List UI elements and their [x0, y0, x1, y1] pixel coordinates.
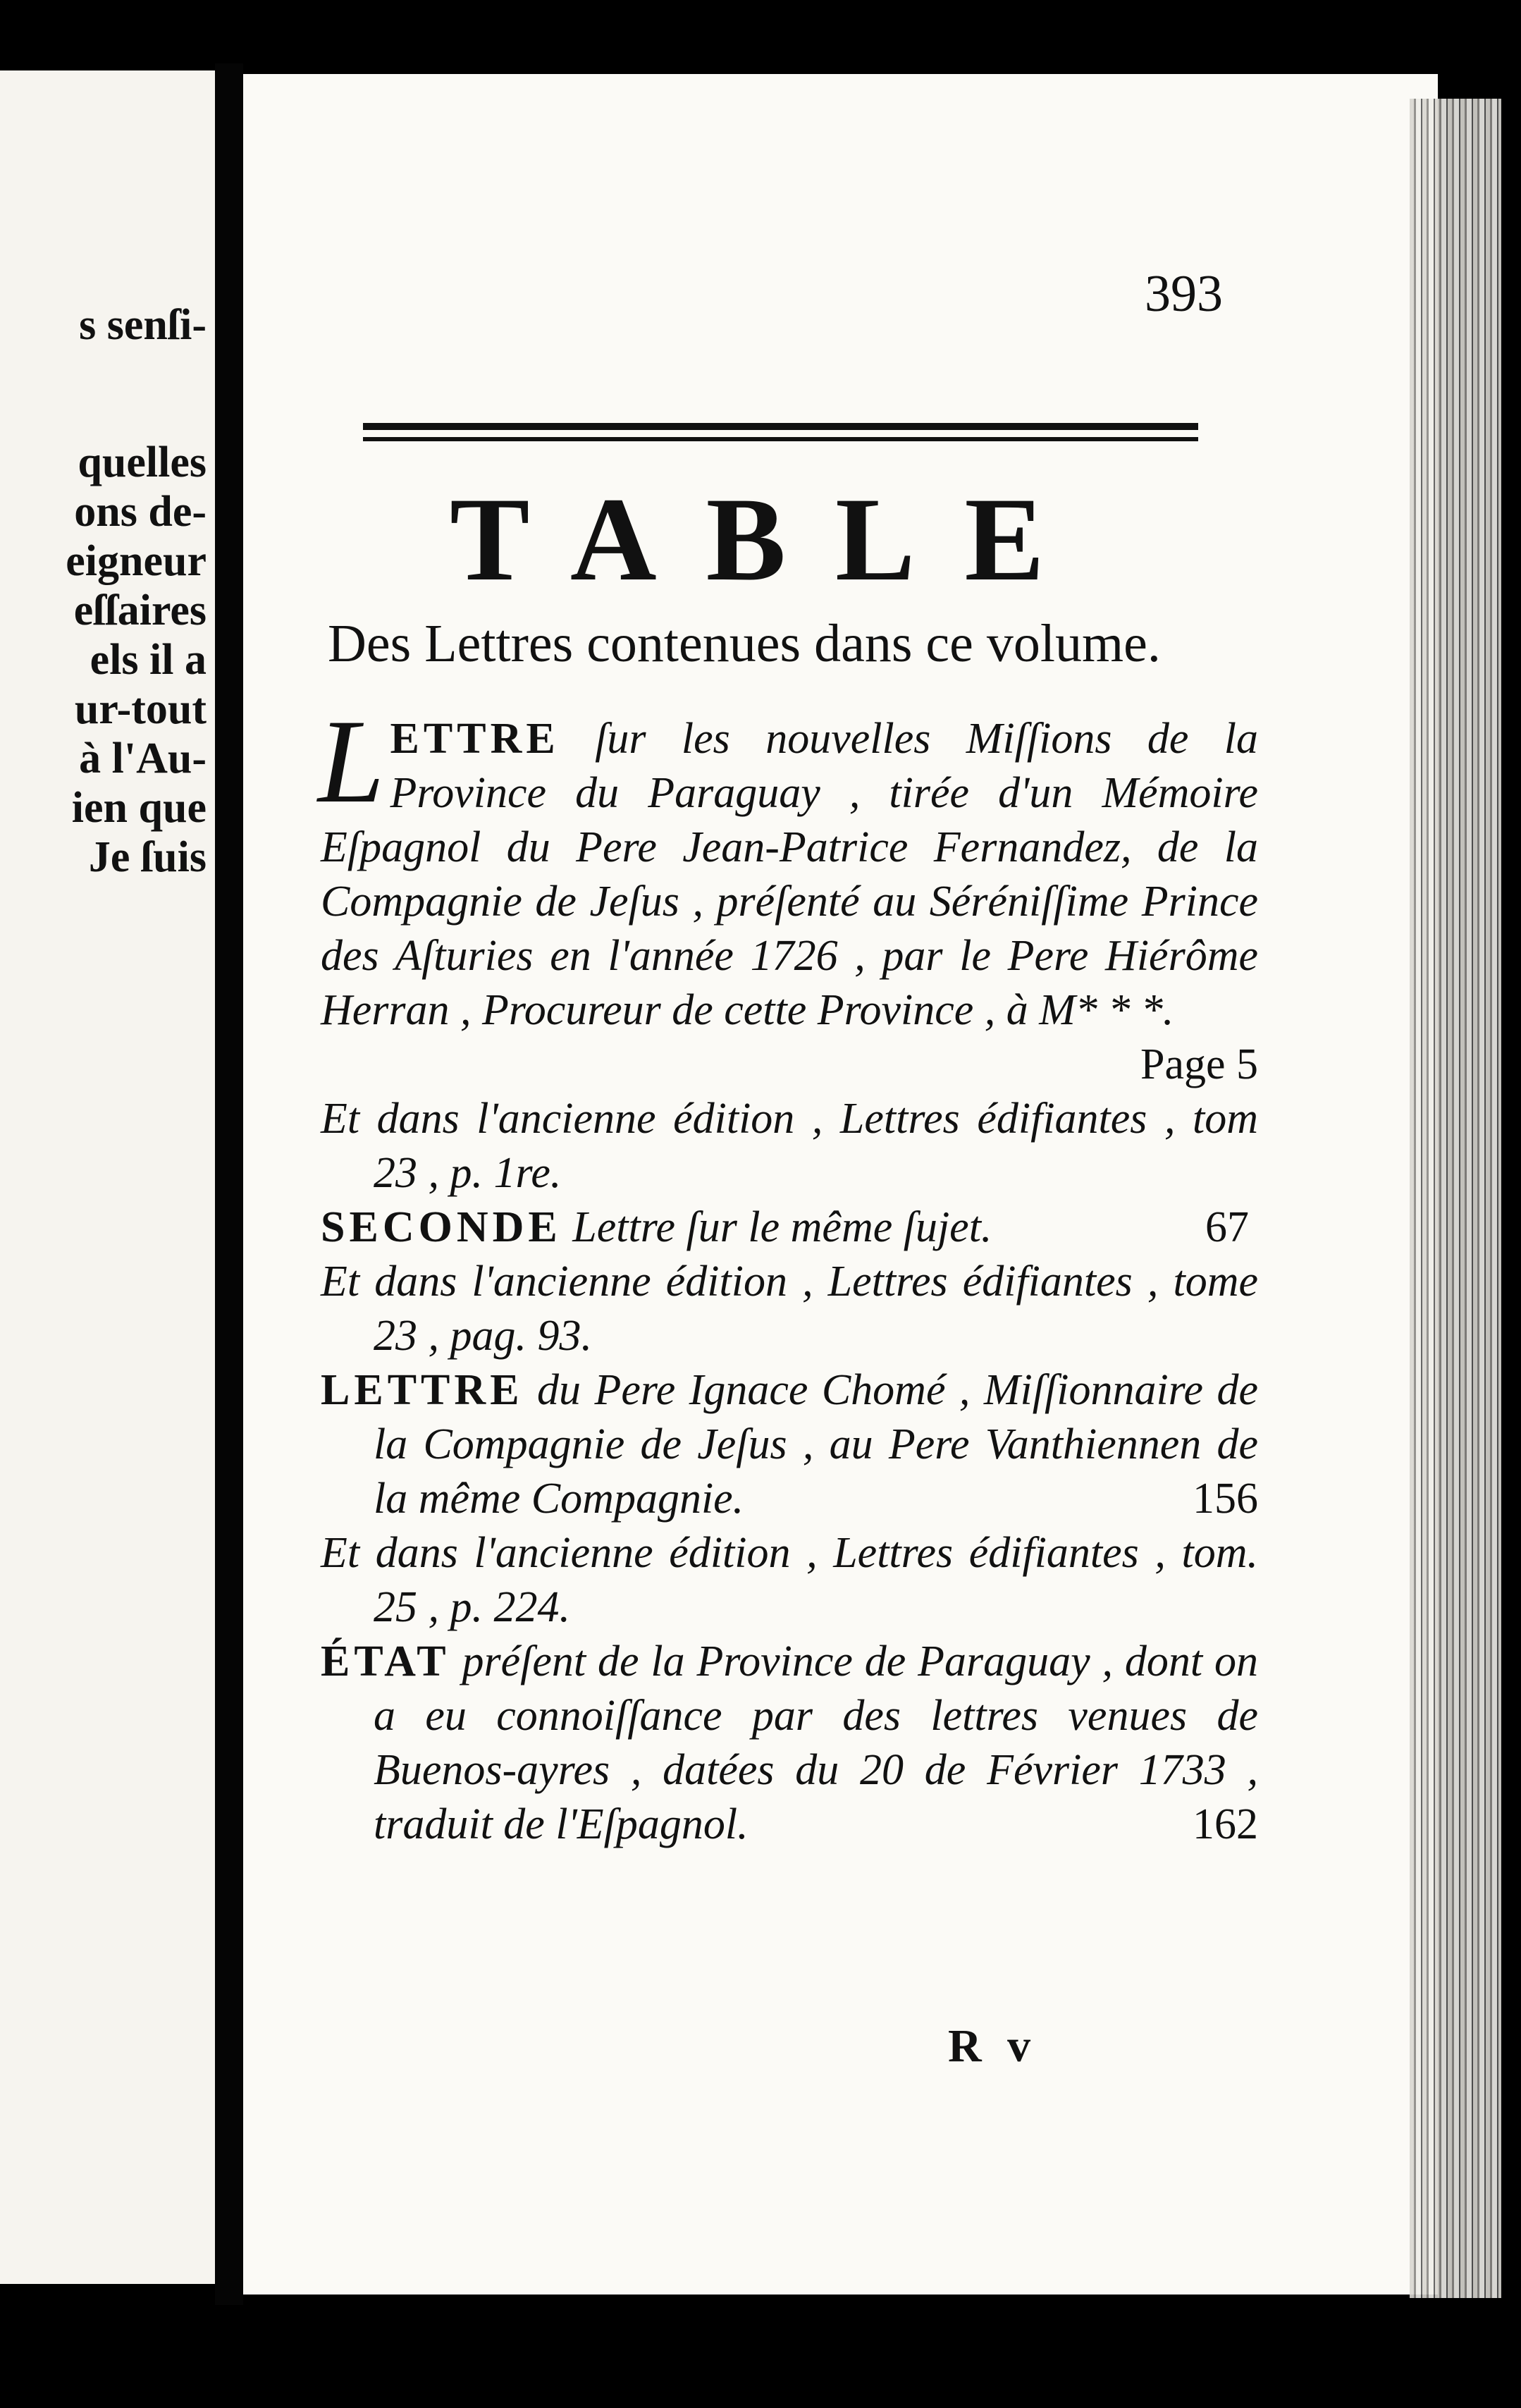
page-subtitle: Des Lettres contenues dans ce volume.: [328, 614, 1161, 673]
left-page-line: els il a: [90, 636, 207, 684]
list-item: [321, 1635, 1258, 1852]
book-gutter: [215, 63, 243, 2305]
entry-page-ref: 162: [1193, 1800, 1258, 1848]
entry-lead: ETTRE: [390, 715, 560, 763]
entry-page-ref: 156: [1193, 1475, 1258, 1523]
left-page-line: ien que: [71, 784, 207, 832]
list-item: SECONDE Lettre ſur le même ſujet. 67: [321, 1203, 1249, 1251]
book-page: [243, 74, 1438, 2295]
entry-text: Et dans l'ancienne édition , Lettres édifiantes , tom. 25 , p. 224.: [321, 1529, 1258, 1631]
left-page-line: ons de-: [74, 488, 207, 536]
left-page-line: Je ſuis: [88, 833, 207, 881]
page-number: 393: [1145, 265, 1223, 323]
entry-lead: ÉTAT: [321, 1638, 450, 1685]
left-page-line: eigneur: [66, 537, 207, 585]
entry-text: préſent de la Province de Paraguay , dont on a eu connoiſſance par des lettres venues de Buenos-ayres , datées du 20 de Février 1733 , traduit de l'Eſpagnol.: [374, 1638, 1259, 1848]
list-item: [321, 1363, 1258, 1526]
entry-lead: SECONDE: [321, 1203, 562, 1251]
header-rule: [363, 423, 1198, 441]
left-page-line: s senſi-: [79, 301, 207, 349]
list-item: [321, 1092, 1258, 1200]
left-facing-page: [0, 70, 215, 2284]
entry-page-ref: Page 5: [1140, 1040, 1258, 1088]
entry-text: Lettre ſur le même ſujet.: [572, 1203, 992, 1251]
entry-text: ſur les nouvelles Miſſions de la Province du Paraguay , tirée d'un Mémoire Eſpagnol du Pere Jean-Patrice Fernandez, de la Compagnie de Jeſus , préſenté au Séréniſſime Prince des Aſturies en l'année 1726 , par le Pere Hiérôme Herran , Procureur de cette Province , à M* * *.: [321, 715, 1259, 1034]
page-title: TABLE: [450, 473, 1094, 606]
table-of-letters: [318, 695, 1259, 1852]
signature-mark: R v: [948, 2020, 1038, 2072]
list-item: [321, 1255, 1258, 1363]
left-page-line: ur-tout: [74, 685, 207, 733]
left-page-line: à l'Au-: [79, 735, 207, 782]
left-page-line: quelles: [78, 438, 207, 486]
entry-text: Et dans l'ancienne édition , Lettres édifiantes , tom 23 , p. 1re.: [321, 1095, 1258, 1197]
entry-lead: LETTRE: [321, 1366, 524, 1414]
entry-text: Et dans l'ancienne édition , Lettres édifiantes , tome 23 , pag. 93.: [321, 1258, 1258, 1360]
list-item: [321, 1526, 1258, 1635]
page-edges: [1410, 99, 1501, 2298]
entry-text: du Pere Ignace Chomé , Miſſionnaire de la Compagnie de Jeſus , au Pere Vanthiennen de la même Compagnie.: [374, 1366, 1258, 1523]
left-page-line: eſſaires: [73, 586, 207, 634]
drop-cap: L: [318, 695, 385, 828]
list-item: [318, 695, 1259, 1088]
